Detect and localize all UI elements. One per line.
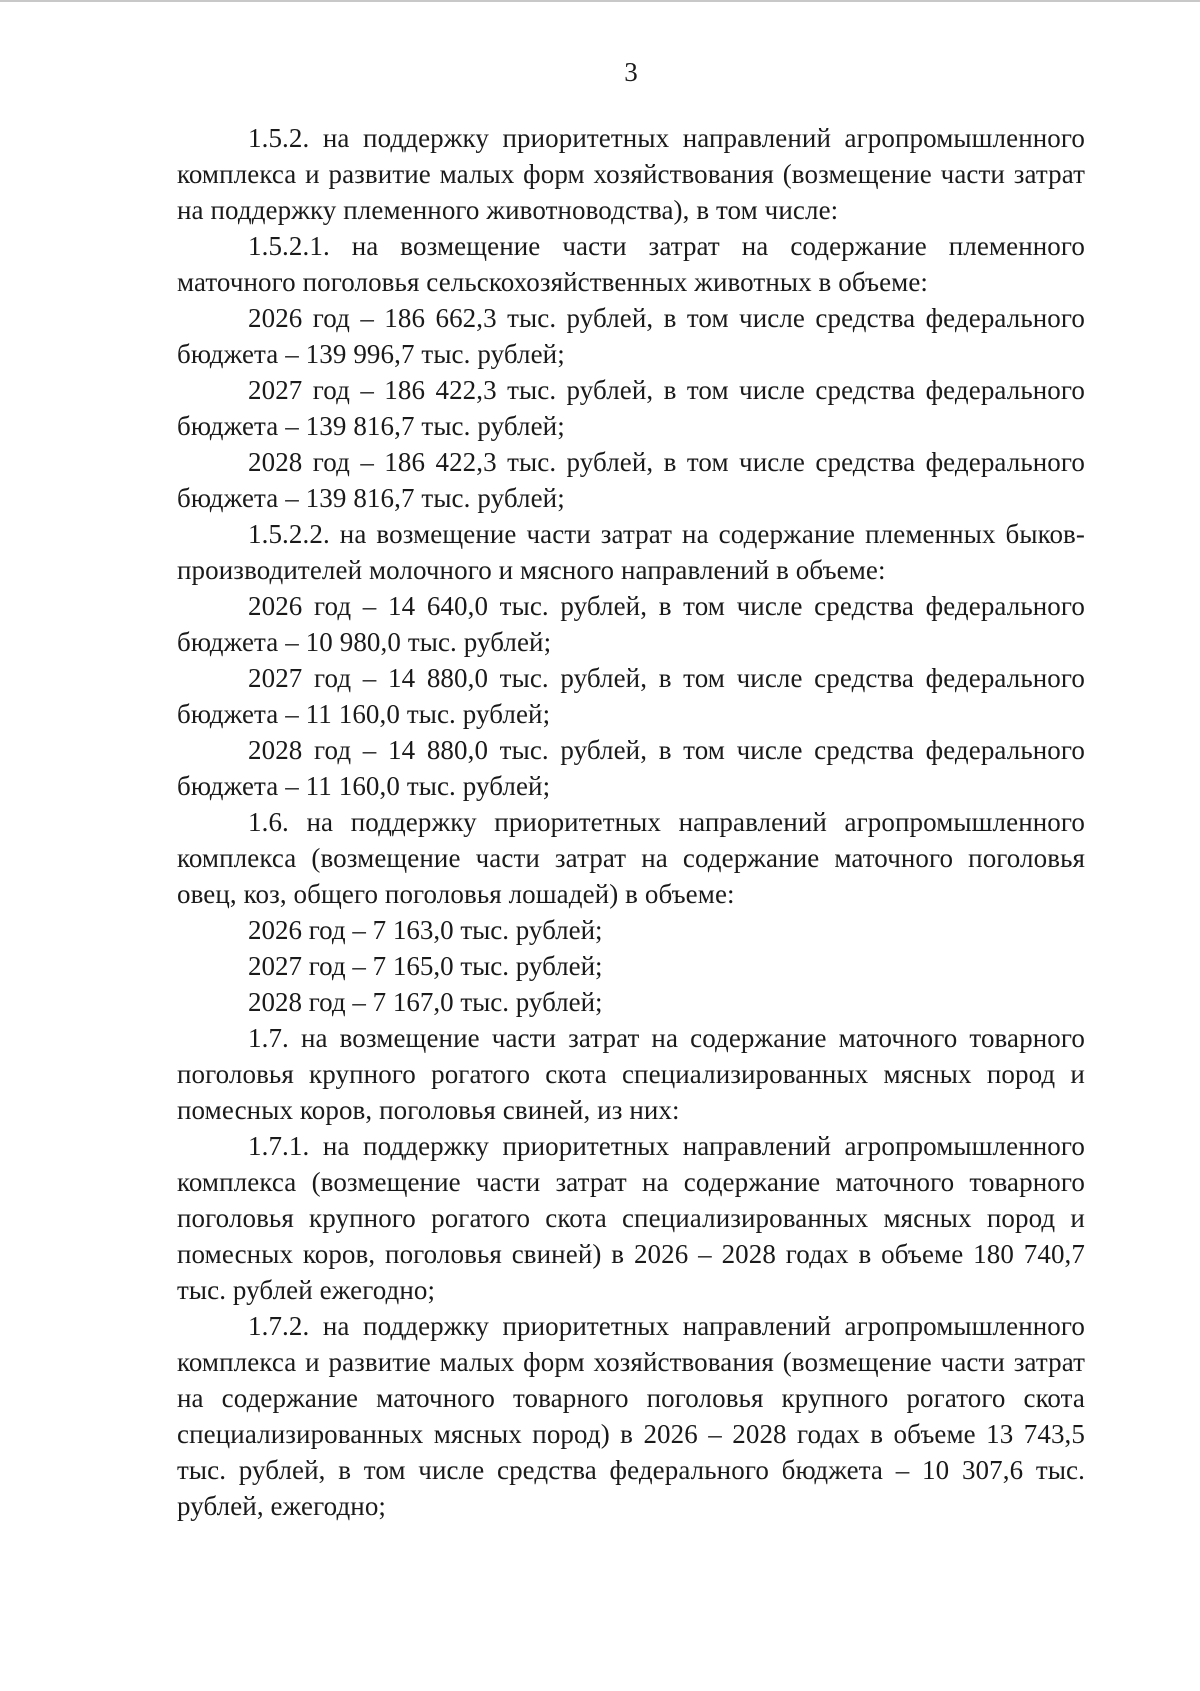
paragraph-1-7-1: 1.7.1. на поддержку приоритетных направлений агропромышленного комплекса (возмещение части затрат на содержание маточного товарного поголовья крупного рогатого скота специализированных мясных пород и помесных коров, поголовья свиней) в 2026 – 2028 годах в объеме 180 740,7 тыс. рублей ежегодно; [177,1131,1085,1305]
paragraph-1-5-2-2: 1.5.2.2. на возмещение части затрат на содержание племенных быков-производителей молочного и мясного направлений в объеме: [177,519,1085,585]
paragraph-1-5-2-1: 1.5.2.1. на возмещение части затрат на содержание племенного маточного поголовья сельскохозяйственных животных в объеме: [177,231,1085,297]
amount-2027-1-5-2-1: 2027 год – 186 422,3 тыс. рублей, в том числе средства федерального бюджета – 139 816,7 тыс. рублей; [177,375,1085,441]
page-number: 3 [624,57,638,87]
document-page [177,54,1085,1524]
amount-2026-1-5-2-1: 2026 год – 186 662,3 тыс. рублей, в том числе средства федерального бюджета – 139 996,7 тыс. рублей; [177,303,1085,369]
amount-2026-1-5-2-2: 2026 год – 14 640,0 тыс. рублей, в том числе средства федерального бюджета – 10 980,0 тыс. рублей; [177,591,1085,657]
paragraph-1-6: 1.6. на поддержку приоритетных направлений агропромышленного комплекса (возмещение части затрат на содержание маточного поголовья овец, коз, общего поголовья лошадей) в объеме: [177,807,1085,909]
scan-top-edge [0,0,1200,2]
amount-2027-1-5-2-2: 2027 год – 14 880,0 тыс. рублей, в том числе средства федерального бюджета – 11 160,0 тыс. рублей; [177,663,1085,729]
amount-2028-1-5-2-1: 2028 год – 186 422,3 тыс. рублей, в том числе средства федерального бюджета – 139 816,7 тыс. рублей; [177,447,1085,513]
paragraph-1-5-2: 1.5.2. на поддержку приоритетных направлений агропромышленного комплекса и развитие малых форм хозяйствования (возмещение части затрат на поддержку племенного животноводства), в том числе: [177,123,1085,225]
paragraph-1-7-2: 1.7.2. на поддержку приоритетных направлений агропромышленного комплекса и развитие малых форм хозяйствования (возмещение части затрат на содержание маточного товарного поголовья крупного рогатого скота специализированных мясных пород) в 2026 – 2028 годах в объеме 13 743,5 тыс. рублей, в том числе средства федерального бюджета – 10 307,6 тыс. рублей, ежегодно; [177,1311,1085,1521]
paragraph-1-7: 1.7. на возмещение части затрат на содержание маточного товарного поголовья крупного рогатого скота специализированных мясных пород и помесных коров, поголовья свиней, из них: [177,1023,1085,1125]
amount-2026-1-6: 2026 год – 7 163,0 тыс. рублей; [248,915,603,945]
amount-2027-1-6: 2027 год – 7 165,0 тыс. рублей; [248,951,603,981]
amount-2028-1-5-2-2: 2028 год – 14 880,0 тыс. рублей, в том числе средства федерального бюджета – 11 160,0 тыс. рублей; [177,735,1085,801]
amount-2028-1-6: 2028 год – 7 167,0 тыс. рублей; [248,987,603,1017]
